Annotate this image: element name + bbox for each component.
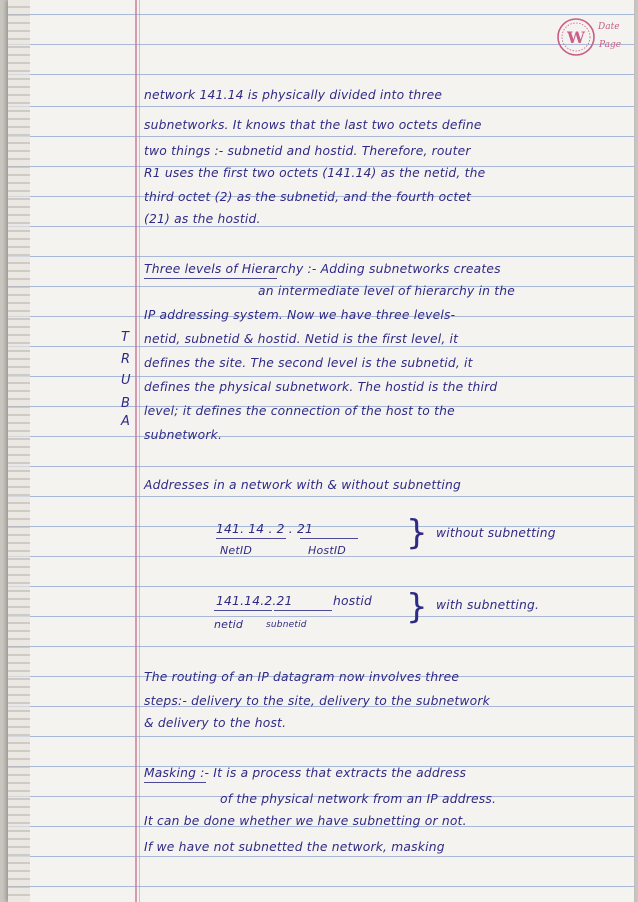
label-hostid-2: hostid — [333, 594, 372, 608]
netid-underline-2 — [214, 610, 272, 611]
text-line-8: an intermediate level of hierarchy in the — [258, 284, 516, 298]
address-without-subnet: 141. 14 . 2 . 21 — [216, 522, 314, 536]
text-line-4: R1 uses the first two octets (141.14) as the netid, the — [144, 166, 486, 180]
logo-letter: W — [567, 28, 585, 47]
text-line-15: Addresses in a network with & without subnetting — [144, 478, 462, 492]
label-hostid-1: HostID — [308, 544, 346, 557]
text-line-12: defines the physical subnetwork. The hostid is the third — [144, 380, 498, 394]
text-line-9: IP addressing system. Now we have three levels- — [144, 308, 456, 322]
brace-2-icon: } — [406, 587, 428, 627]
netid-underline — [216, 538, 286, 539]
text-line-11: defines the site. The second level is the subnetid, it — [144, 356, 473, 370]
text-line-17: steps:- delivery to the site, delivery to the subnetwork — [144, 694, 490, 708]
note-without-subnetting: without subnetting — [436, 526, 556, 540]
text-line-18: & delivery to the host. — [144, 716, 287, 730]
hostid-underline — [300, 538, 358, 539]
subnetid-underline — [274, 610, 332, 611]
text-line-14: subnetwork. — [144, 428, 223, 442]
text-line-13: level; it defines the connection of the host to the — [144, 404, 455, 418]
margin-line-inner — [139, 0, 140, 902]
brace-1-icon: } — [406, 513, 428, 553]
margin-letter-a: A — [121, 414, 130, 429]
text-line-22: If we have not subnetted the network, masking — [144, 840, 445, 854]
text-line-20: of the physical network from an IP address. — [220, 792, 497, 806]
text-line-2: subnetworks. It knows that the last two octets define — [144, 118, 482, 132]
margin-letter-b: B — [121, 396, 130, 411]
text-line-10: netid, subnetid & hostid. Netid is the first level, it — [144, 332, 459, 346]
label-netid-2: netid — [214, 618, 244, 631]
text-line-5: third octet (2) as the subnetid, and the fourth octet — [144, 190, 472, 204]
spiral-binding — [8, 0, 30, 902]
text-line-7: Three levels of Hierarchy :- Adding subnetworks creates — [144, 262, 501, 276]
text-line-3: two things :- subnetid and hostid. Therefore, router — [144, 144, 471, 158]
margin-letter-r: R — [121, 352, 131, 367]
text-line-6: (21) as the hostid. — [144, 212, 261, 226]
note-with-subnetting: with subnetting. — [436, 598, 540, 612]
masking-underline — [144, 782, 206, 783]
label-subnetid-2: subnetid — [266, 620, 307, 630]
text-line-1: network 141.14 is physically divided into three — [144, 88, 443, 102]
text-line-16: The routing of an IP datagram now involves three — [144, 670, 460, 684]
heading-underline — [144, 278, 277, 279]
margin-letter-t: T — [121, 330, 129, 345]
text-line-19: Masking :- It is a process that extracts the address — [144, 766, 467, 780]
margin-letter-u: U — [121, 373, 131, 388]
brand-logo-icon — [556, 17, 596, 57]
address-with-subnet: 141.14.2.21 — [216, 594, 293, 608]
page-label: Page — [599, 40, 622, 50]
label-netid-1: NetID — [220, 544, 253, 557]
margin-line — [135, 0, 137, 902]
text-line-21: It can be done whether we have subnetting or not. — [144, 814, 467, 828]
notebook-page — [8, 0, 634, 902]
date-label: Date — [598, 22, 620, 32]
